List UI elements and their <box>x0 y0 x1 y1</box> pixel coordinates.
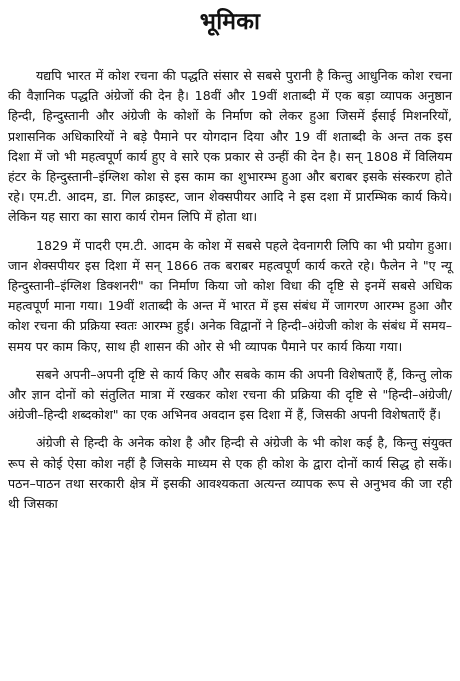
paragraph-3: सबने अपनी–अपनी दृष्टि से कार्य किए और सबके काम की अपनी विशेषताएँ हैं, किन्तु लोक और ज्ञान दोनों को संतुलित मात्रा में रखकर कोश रचना की प्रक्रिया की दृष्टि से "हिन्दी–अंग्रेजी/अंग्रेजी–हिन्दी शब्दकोश" का एक अभिनव अवदान इस दिशा में हैं, जिसकी अपनी विशेषताएँ हैं। <box>8 366 452 423</box>
paragraph-2: 1829 में पादरी एम.टी. आदम के कोश में सबसे पहले देवनागरी लिपि का भी प्रयोग हुआ। जान शेक्सपीयर इस दिशा में सन् 1866 तक बराबर महत्वपूर्ण कार्य करते रहे। फैलेन ने "ए न्यू हिन्दुस्तानी–इंग्लिश डिक्शनरी" का निर्माण किया जो कोश विधा की दृष्टि से इनमें सबसे अधिक महत्वपूर्ण माना गया। 19वीं शताब्दी के अन्त में भारत में इस संबंध में जागरण आरम्भ हुआ और कोश रचना की प्रक्रिया स्वतः आरम्भ हुई। अनेक विद्वानों ने हिन्दी–अंग्रेजी कोश के संबंध में समय–समय पर काम किए, साथ ही शासन की ओर से भी व्यापक पैमाने पर कार्य किया गया। <box>8 237 452 354</box>
page-title: भूमिका <box>199 9 261 35</box>
body-text <box>8 66 452 514</box>
paragraph-1: यद्यपि भारत में कोश रचना की पद्धति संसार से सबसे पुरानी है किन्तु आधुनिक कोश रचना की वैज्ञानिक पद्धति अंग्रेजों की देन है। 18वीं और 19वीं शताब्दी में एक बड़ा व्यापक अनुष्ठान हिन्दी, हिन्दुस्तानी और अंग्रेजी के कोशों के निर्माण को लेकर हुआ जिसमें ईसाई मिशनरियों, प्रशासनिक अधिकारियों ने बड़े पैमाने पर योगदान दिया और 19 वीं शताब्दी के अन्त तक इस दिशा में जो भी महत्वपूर्ण कार्य हुए वे सारे एक प्रकार से उन्हीं की देन है। सन् 1808 में विलियम हंटर के हिन्दुस्तानी–इंग्लिश कोश से इस काम का शुभारम्भ हुआ और बराबर इसके संस्करण होते रहे। एम.टी. आदम, डा. गिल क्राइस्ट, जान शेक्सपीयर आदि ने इस दशा में प्रारम्भिक कार्य किये। लेकिन यह सारा का सारा कार्य रोमन लिपि में होता था। <box>8 68 452 225</box>
paragraph-4: अंग्रेजी से हिन्दी के अनेक कोश है और हिन्दी से अंग्रेजी के भी कोश कई है, किन्तु संयुक्त रूप से कोई ऐसा कोश नहीं है जिसके माध्यम से एक ही कोश के द्वारा दोनों कार्य सिद्ध हो सकें। पठन–पाठन तथा सरकारी क्षेत्र में इसकी आवश्यकता अत्यन्त व्यापक रूप से अनुभव की जा रही थी जिसका <box>8 435 452 512</box>
